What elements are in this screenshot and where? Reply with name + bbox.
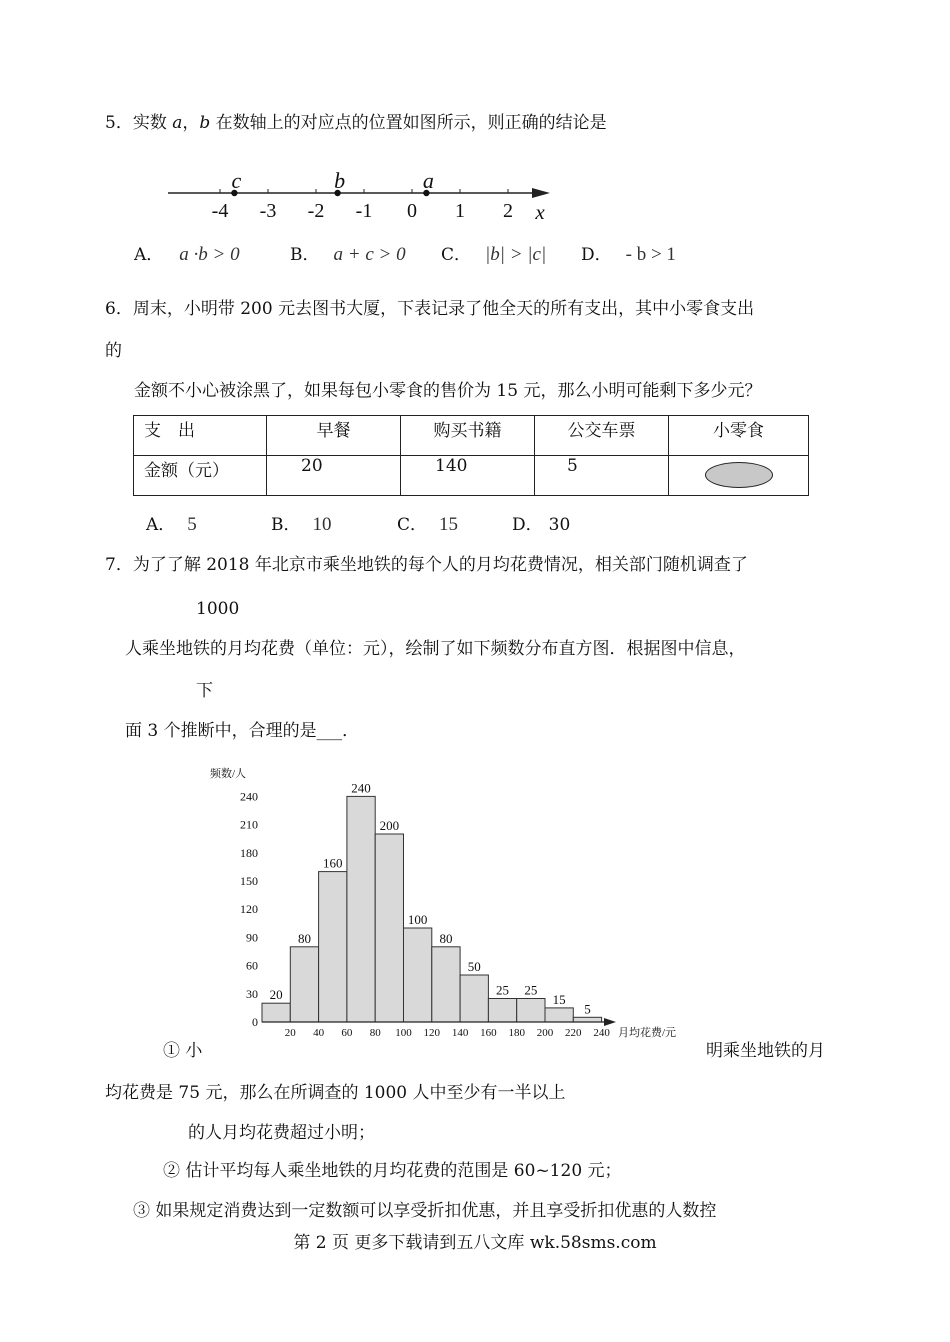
x-tick-label: 100 (395, 1027, 412, 1039)
bar-value-label: 80 (439, 930, 453, 946)
q6-stem-line1: 6．周末，小明带 200 元去图书大厦，下表记录了他全天的所有支出，其中小零食支出 (105, 299, 755, 319)
q7-statement-1-part1: ① 小 (163, 1041, 203, 1061)
bar-value-label: 240 (351, 780, 371, 796)
q7-statement-1-part3: 均花费是 75 元，那么在所调查的 1000 人中至少有一半以上 (105, 1083, 566, 1103)
axis-arrow-icon (532, 188, 550, 198)
histogram-chart (200, 760, 720, 1060)
table-cell: 金额（元） (134, 456, 267, 496)
table-cell: 20 (267, 456, 401, 496)
q6-stem-line3: 金额不小心被涂黑了，如果每包小零食的售价为 15 元，那么小明可能剩下多少元？ (134, 381, 762, 401)
histogram-bar (545, 1008, 573, 1022)
q6-option-d[interactable]: D． 30 (512, 515, 571, 535)
q7-stem-line2: 1000 (196, 599, 240, 619)
histogram-bar (404, 928, 432, 1022)
axis-tick-label: 2 (503, 200, 513, 222)
x-tick-label: 240 (593, 1027, 610, 1039)
bar-value-label: 80 (297, 930, 311, 946)
y-tick-label: 150 (240, 874, 258, 888)
x-tick-label: 200 (536, 1027, 554, 1039)
x-tick-label: 180 (508, 1027, 525, 1039)
page-footer: 第 2 页 更多下载请到五八文库 wk.58sms.com (293, 1233, 657, 1253)
y-tick-label: 30 (246, 986, 258, 1001)
q7-statement-1-part4: 的人月均花费超过小明； (188, 1123, 375, 1143)
q7-stem-line5: 面 3 个推断中，合理的是___． (125, 721, 360, 741)
point-label-c: c (231, 168, 242, 193)
bar-value-label: 5 (584, 1001, 591, 1017)
bar-value-label: 25 (524, 982, 538, 998)
q5-option-a[interactable]: A． a ·b > 0 (134, 244, 240, 265)
x-tick-label: 60 (341, 1027, 353, 1039)
histogram-bar (375, 834, 403, 1022)
bar-value-label: 15 (552, 991, 566, 1007)
q6-stem-line2: 的 (105, 341, 122, 361)
x-tick-label: 40 (313, 1027, 325, 1039)
x-axis-arrow-icon (604, 1018, 616, 1026)
table-cell (669, 456, 809, 496)
y-tick-label: 210 (240, 817, 258, 832)
axis-tick-label: -1 (355, 200, 373, 222)
x-tick-label: 80 (369, 1027, 381, 1039)
q7-stem-line3: 人乘坐地铁的月均花费（单位：元），绘制了如下频数分布直方图．根据图中信息， (125, 639, 746, 659)
axis-tick-label: -4 (211, 200, 229, 222)
y-tick-label: 180 (240, 845, 258, 860)
expense-table (133, 415, 809, 496)
q5-option-d[interactable]: D． - b > 1 (581, 244, 676, 265)
point-label-b: b (334, 168, 346, 193)
table-header-cell: 早餐 (267, 416, 401, 456)
q5-option-b[interactable]: B． a + c > 0 (290, 244, 406, 265)
axis-tick-label: -2 (307, 200, 325, 222)
x-axis-label: 月均花费/元 (618, 1027, 677, 1039)
histogram-bar (460, 975, 488, 1022)
q7-stem-line1: 7．为了了解 2018 年北京市乘坐地铁的每个人的月均花费情况，相关部门随机调查了 (105, 555, 748, 575)
table-header-cell: 购买书籍 (401, 416, 535, 456)
y-axis-label: 频数/人 (210, 768, 247, 780)
table-cell: 5 (535, 456, 669, 496)
table-row (134, 456, 809, 496)
y-tick-label: 0 (252, 1015, 258, 1029)
y-tick-label: 60 (246, 958, 258, 973)
axis-x-label: x (535, 200, 545, 224)
q5-option-c[interactable]: C． |b| > |c| (441, 244, 547, 265)
q7-statement-3: ③ 如果规定消费达到一定数额可以享受折扣优惠，并且享受折扣优惠的人数控 (133, 1201, 717, 1221)
axis-tick-label: 0 (407, 200, 417, 222)
x-tick-label: 220 (565, 1027, 582, 1039)
bar-value-label: 25 (496, 982, 510, 998)
q7-statement-1-part2: 明乘坐地铁的月 (706, 1041, 825, 1061)
table-header-cell: 公交车票 (535, 416, 669, 456)
q6-option-c[interactable]: C． 15 (397, 514, 459, 535)
histogram-bar (262, 1003, 290, 1022)
x-tick-label: 140 (451, 1027, 469, 1039)
histogram-bar (347, 796, 375, 1022)
bar-value-label: 200 (379, 818, 400, 833)
q5-stem: 5．实数 a，b 在数轴上的对应点的位置如图所示，则正确的结论是 (105, 113, 607, 133)
histogram-bar (290, 947, 318, 1022)
x-tick-label: 120 (423, 1027, 441, 1039)
bar-value-label: 20 (269, 987, 283, 1003)
bar-value-label: 100 (407, 912, 428, 927)
table-header-cell: 支 出 (134, 416, 267, 456)
histogram-bar (432, 947, 460, 1022)
y-tick-label: 240 (240, 789, 258, 804)
bar-value-label: 160 (323, 855, 343, 871)
axis-tick-label: -3 (259, 200, 277, 222)
bar-value-label: 50 (467, 959, 481, 974)
number-line (160, 168, 580, 228)
histogram-bar (488, 999, 516, 1023)
x-tick-label: 20 (284, 1027, 296, 1039)
histogram-bar (573, 1017, 601, 1022)
x-tick-label: 160 (480, 1027, 497, 1039)
q7-stem-line4: 下 (196, 681, 213, 701)
table-cell: 140 (401, 456, 535, 496)
axis-tick-label: 1 (455, 200, 465, 222)
point-label-a: a (422, 168, 434, 193)
q6-option-b[interactable]: B． 10 (271, 514, 332, 535)
histogram-bar (319, 872, 347, 1022)
blacked-out-amount (705, 462, 773, 488)
y-tick-label: 120 (240, 902, 258, 917)
table-row (134, 416, 809, 456)
histogram-bar (517, 999, 545, 1023)
y-tick-label: 90 (246, 930, 258, 945)
q6-option-a[interactable]: A． 5 (146, 514, 197, 535)
q7-statement-2: ② 估计平均每人乘坐地铁的月均花费的范围是 60~120 元； (163, 1161, 622, 1181)
table-header-cell: 小零食 (669, 416, 809, 456)
